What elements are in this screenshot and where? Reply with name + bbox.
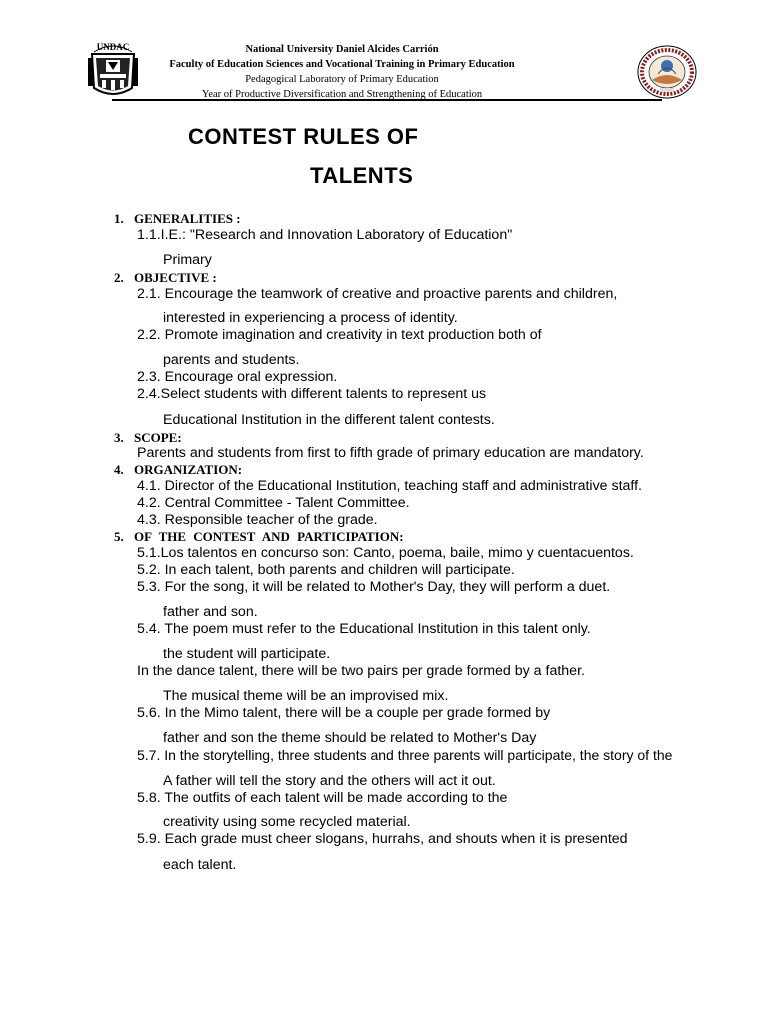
generalities-line: 1.1.I.E.: "Research and Innovation Laboratory of Education" (137, 227, 513, 243)
contest-line: 5.1.Los talentos en concurso son: Canto, poema, baile, mimo y cuentacuentos. (137, 545, 634, 561)
faculty-name: Faculty of Education Sciences and Vocational Training in Primary Education (169, 59, 515, 70)
contest-line: father and son the theme should be related to Mother's Day (163, 730, 537, 746)
objective-line: 2.1. Encourage the teamwork of creative and proactive parents and children, (137, 286, 618, 302)
contest-line: each talent. (163, 857, 237, 873)
contest-line: 5.6. In the Mimo talent, there will be a couple per grade formed by (137, 705, 551, 721)
objective-line: Educational Institution in the different talent contests. (163, 412, 495, 428)
section-number: 3. (114, 430, 124, 445)
contest-line: creativity using some recycled material. (163, 814, 411, 830)
crest-lettering: UNDAC (96, 42, 130, 52)
section-title: OBJECTIVE : (134, 270, 217, 285)
objective-line: 2.2. Promote imagination and creativity in text production both of (137, 327, 542, 343)
contest-line: father and son. (163, 604, 258, 620)
document-title-line-1: CONTEST RULES OF (188, 124, 419, 149)
objective-line: interested in experiencing a process of identity. (163, 310, 458, 326)
section-title: GENERALITIES : (134, 211, 241, 226)
contest-line: The musical theme will be an improvised mix. (163, 688, 449, 704)
section-number: 1. (114, 211, 124, 226)
header-divider (112, 99, 662, 101)
university-name: National University Daniel Alcides Carrión (245, 44, 439, 55)
contest-line: the student will participate. (163, 646, 331, 662)
section-number: 2. (114, 270, 124, 285)
organization-line: 4.2. Central Committee - Talent Committee. (137, 495, 410, 511)
section-organization-heading (114, 462, 242, 478)
contest-line: A father will tell the story and the others will act it out. (163, 773, 496, 789)
section-generalities-heading (114, 211, 241, 227)
document-title-line-2: TALENTS (310, 163, 414, 188)
contest-line: In the dance talent, there will be two pairs per grade formed by a father. (137, 663, 585, 679)
section-contest-heading (114, 529, 404, 545)
section-scope-heading (114, 430, 182, 446)
section-objective-heading (114, 270, 217, 286)
organization-line: 4.1. Director of the Educational Institution, teaching staff and administrative staff. (137, 478, 642, 494)
header-text-block (150, 42, 534, 102)
objective-line: 2.4.Select students with different talents to represent us (137, 386, 487, 402)
laboratory-name: Pedagogical Laboratory of Primary Education (245, 74, 439, 85)
institution-seal-icon (636, 44, 698, 100)
year-motto: Year of Productive Diversification and Strengthening of Education (201, 89, 483, 100)
document-header (0, 0, 768, 110)
scope-line: Parents and students from first to fifth grade of primary education are mandatory. (137, 445, 644, 461)
contest-line: 5.2. In each talent, both parents and children will participate. (137, 562, 515, 578)
section-number: 4. (114, 462, 124, 477)
generalities-line: Primary (163, 252, 212, 268)
section-title: ORGANIZATION: (134, 462, 243, 477)
contest-line: 5.7. In the storytelling, three students and three parents will participate, the story of the (137, 747, 673, 763)
contest-line: 5.8. The outfits of each talent will be made according to the (137, 790, 508, 806)
section-title: SCOPE: (134, 430, 182, 445)
university-crest-icon (86, 38, 140, 98)
organization-line: 4.3. Responsible teacher of the grade. (137, 512, 378, 528)
contest-line: 5.3. For the song, it will be related to Mother's Day, they will perform a duet. (137, 579, 611, 595)
section-title: OF THE CONTEST AND PARTICIPATION: (134, 529, 404, 544)
objective-line: 2.3. Encourage oral expression. (137, 369, 338, 385)
contest-line: 5.9. Each grade must cheer slogans, hurrahs, and shouts when it is presented (137, 831, 628, 847)
section-number: 5. (114, 529, 124, 544)
contest-line: 5.4. The poem must refer to the Educational Institution in this talent only. (137, 621, 591, 637)
objective-line: parents and students. (163, 352, 300, 368)
